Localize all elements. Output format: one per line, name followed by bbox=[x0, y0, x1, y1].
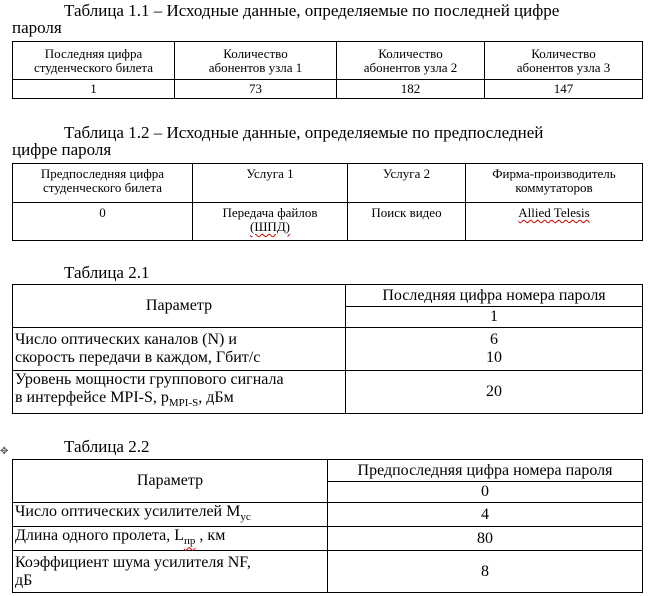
table4-param-header: Параметр bbox=[13, 460, 328, 503]
table3-param-header: Параметр bbox=[13, 285, 346, 328]
table1-header-cell: Количество абонентов узла 3 bbox=[485, 42, 643, 80]
table2-header-cell: Услуга 1 bbox=[193, 164, 348, 203]
table2-header-row bbox=[13, 164, 643, 203]
table4 bbox=[12, 459, 643, 593]
table4-header-row bbox=[13, 460, 643, 482]
table3-row bbox=[13, 328, 643, 371]
table4-row bbox=[13, 503, 643, 527]
table4-row bbox=[13, 527, 643, 551]
table3-value-cell: 20 bbox=[346, 371, 643, 414]
table2 bbox=[12, 163, 643, 241]
table1-cell: 1 bbox=[13, 80, 175, 99]
table2-caption-line1: Таблица 1.2 – Исходные данные, определяемые по предпоследней bbox=[64, 123, 544, 142]
table1-cell: 182 bbox=[337, 80, 485, 99]
table4-value-cell: 4 bbox=[328, 503, 643, 527]
table4-digit: 0 bbox=[328, 482, 643, 503]
table2-cell: Передача файлов (ШПД) bbox=[193, 203, 348, 241]
table3-value-header: Последняя цифра номера пароля bbox=[346, 285, 643, 307]
table1-cell: 147 bbox=[485, 80, 643, 99]
table2-cell: Allied Telesis bbox=[466, 203, 643, 241]
table2-header-cell: Услуга 2 bbox=[348, 164, 466, 203]
table4-caption: Таблица 2.2 bbox=[64, 437, 150, 456]
table1-cell: 73 bbox=[175, 80, 337, 99]
table3-param-cell: Число оптических каналов (N) и скорость передачи в каждом, Гбит/с bbox=[13, 328, 346, 371]
table1-header-row bbox=[13, 42, 643, 80]
table4-row bbox=[13, 551, 643, 593]
table3-caption: Таблица 2.1 bbox=[64, 263, 150, 282]
table1-caption-line1: Таблица 1.1 – Исходные данные, определяемые по последней цифре bbox=[64, 1, 560, 20]
table3-header-row bbox=[13, 285, 643, 307]
table3-param-cell: Уровень мощности группового сигнала в интерфейсе MPI-S, $p_{MPI-S}$, дБм bbox=[13, 371, 346, 414]
table1 bbox=[12, 41, 643, 99]
table4-value-cell: 80 bbox=[328, 527, 643, 551]
table4-param-cell: Длина одного пролета, $L_{пр}$ , км bbox=[13, 527, 328, 551]
table3-value-cell: 6 10 bbox=[346, 328, 643, 371]
table1-header-cell: Количество абонентов узла 1 bbox=[175, 42, 337, 80]
table3-digit: 1 bbox=[346, 307, 643, 328]
table1-caption-line2: пароля bbox=[12, 18, 62, 37]
table2-header-cell: Фирма-производитель коммутаторов bbox=[466, 164, 643, 203]
table3 bbox=[12, 284, 643, 414]
table2-cell: 0 bbox=[13, 203, 193, 241]
move-handle-icon[interactable]: ✥ bbox=[0, 446, 9, 457]
table1-caption bbox=[12, 2, 642, 36]
table2-caption bbox=[12, 124, 642, 158]
table2-header-cell: Предпоследняя цифра студенческого билета bbox=[13, 164, 193, 203]
table2-caption-line2: цифре пароля bbox=[12, 140, 112, 159]
table1-header-cell: Количество абонентов узла 2 bbox=[337, 42, 485, 80]
table1-value-row bbox=[13, 80, 643, 99]
table4-value-header: Предпоследняя цифра номера пароля bbox=[328, 460, 643, 482]
table4-param-cell: Число оптических усилителей $M_{ус}$ bbox=[13, 503, 328, 527]
table1-header-cell: Последняя цифра студенческого билета bbox=[13, 42, 175, 80]
table4-param-cell: Коэффициент шума усилителя NF, дБ bbox=[13, 551, 328, 593]
table2-cell: Поиск видео bbox=[348, 203, 466, 241]
table4-value-cell: 8 bbox=[328, 551, 643, 593]
table3-row bbox=[13, 371, 643, 414]
table2-value-row bbox=[13, 203, 643, 241]
